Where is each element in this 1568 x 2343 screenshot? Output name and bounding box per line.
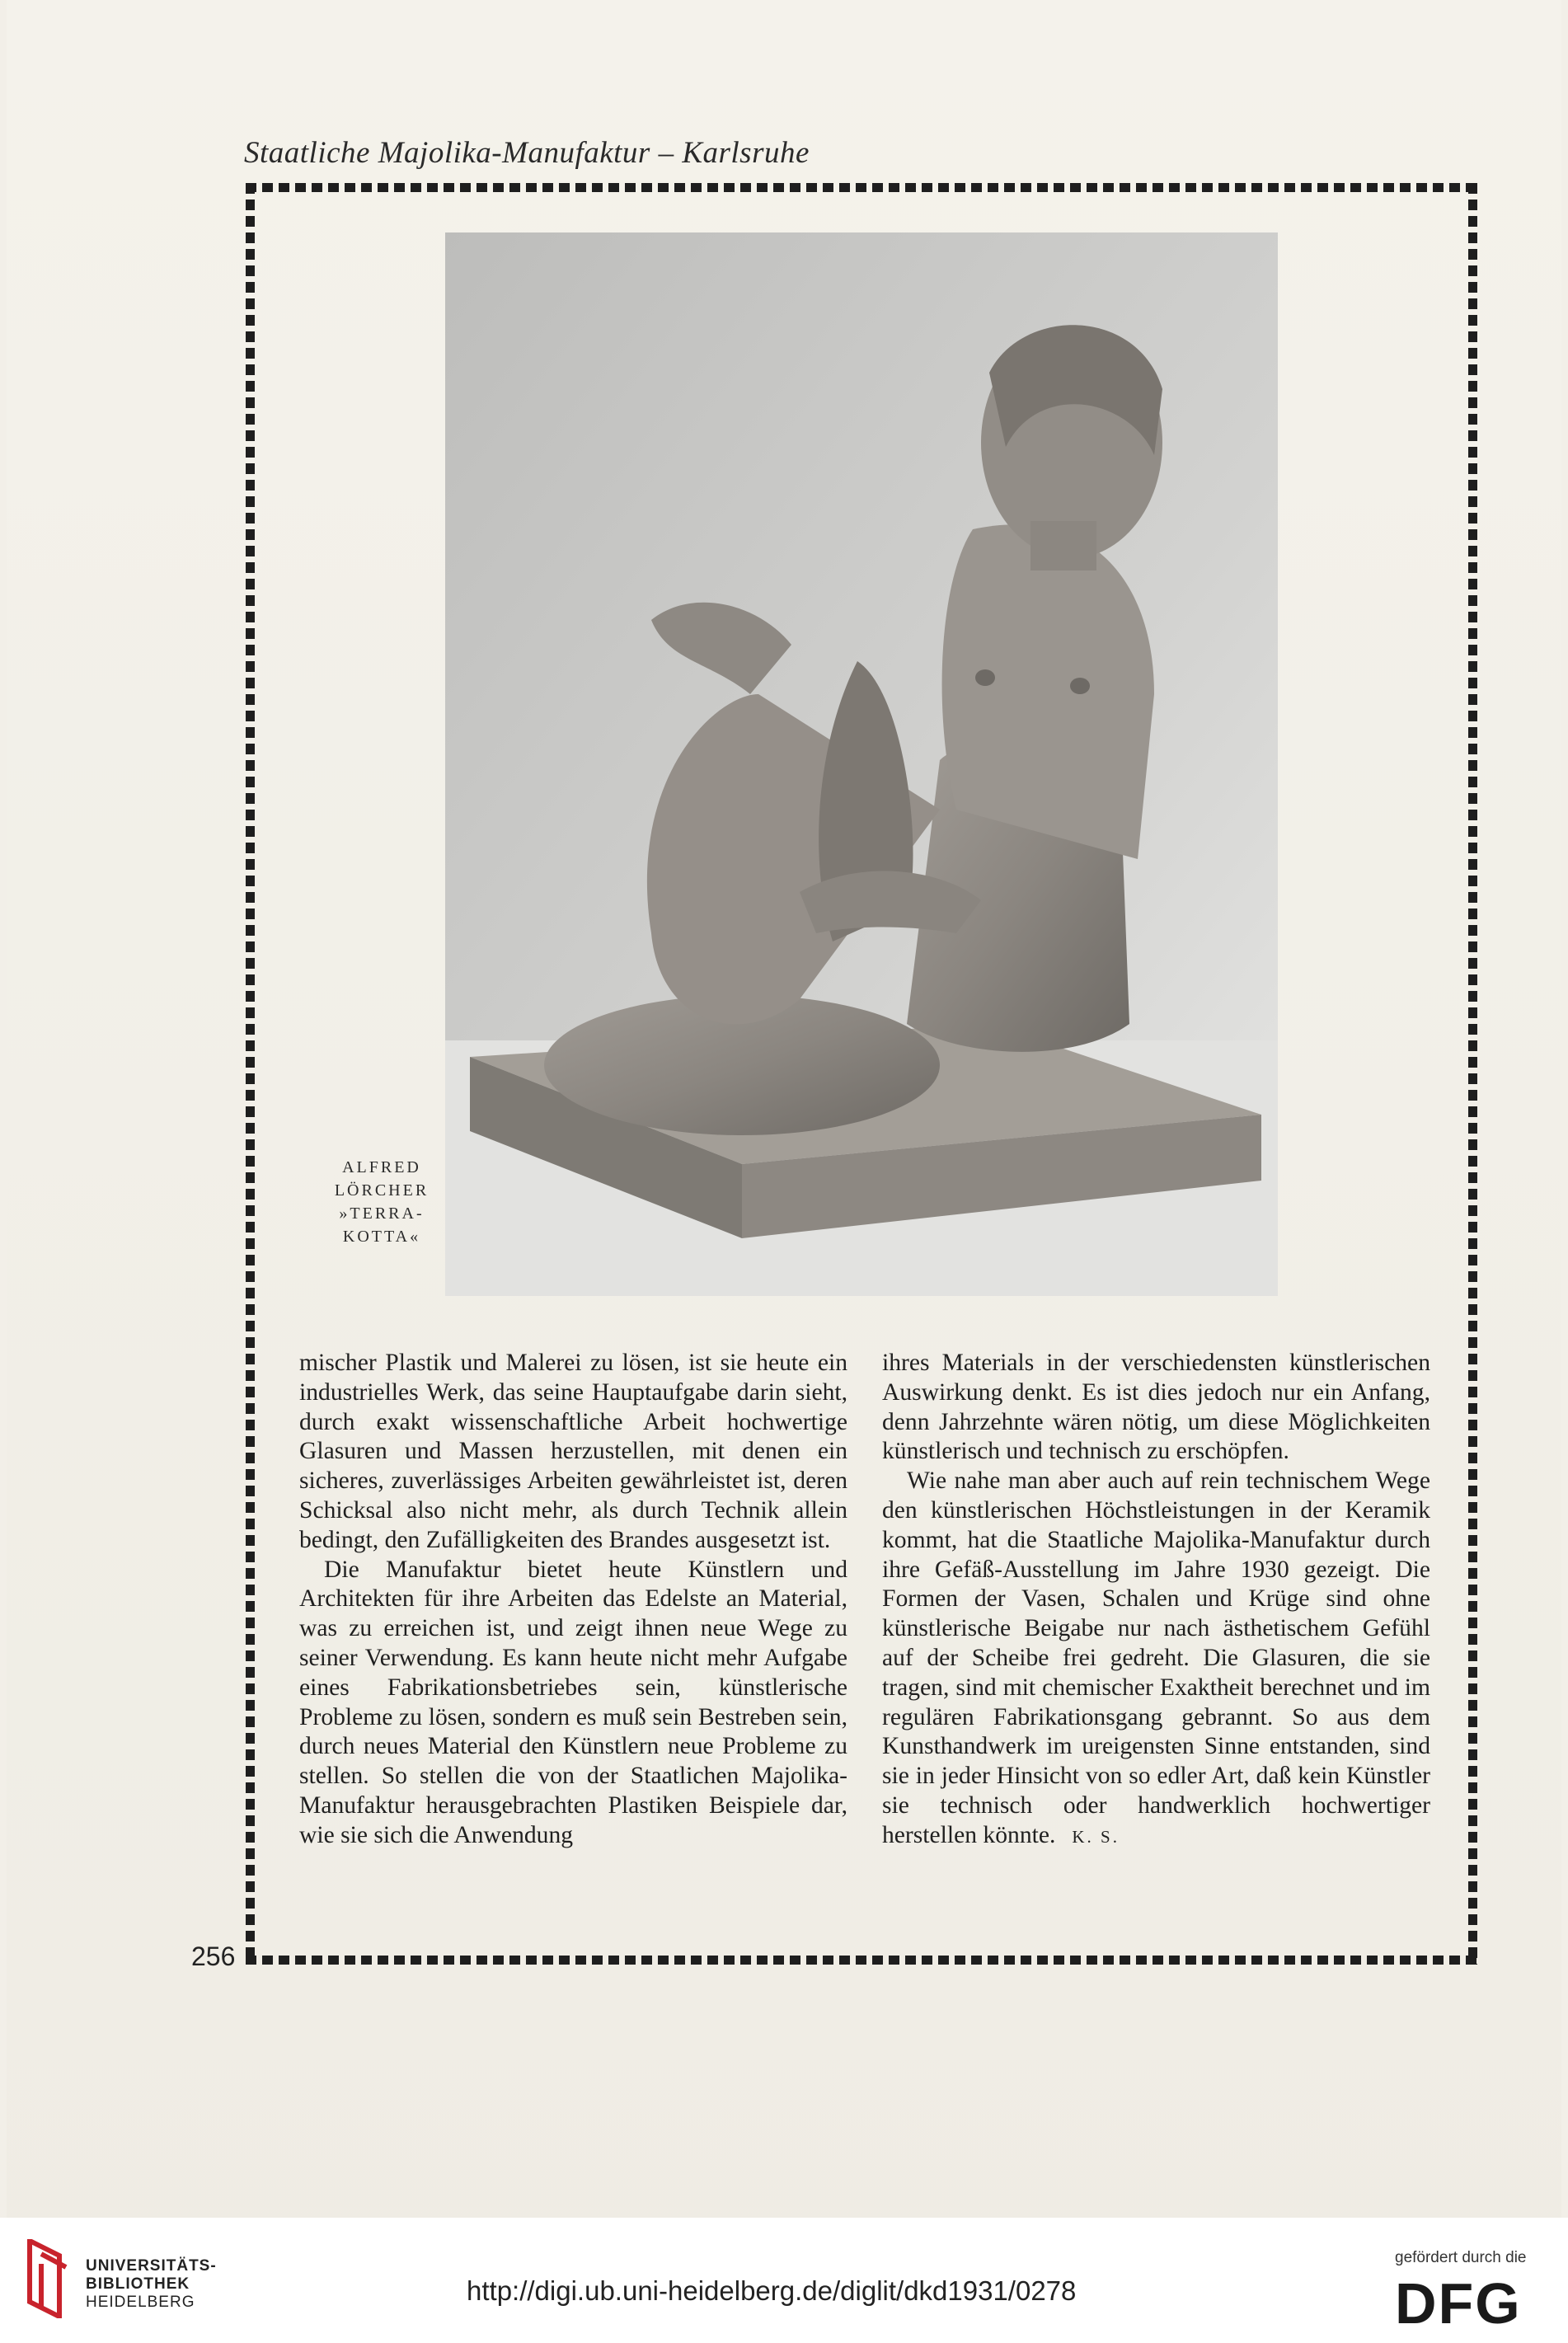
border-bottom — [246, 1956, 1477, 1965]
sculpture-photograph — [445, 232, 1278, 1296]
library-name-line: BIBLIOTHEK — [86, 2275, 190, 2293]
dfg-logo: DFG — [1395, 2271, 1522, 2336]
library-name-line: UNIVERSITÄTS- — [86, 2257, 217, 2275]
paragraph: mischer Plastik und Malerei zu lösen, ist sie heute ein industrielles Werk, das seine Hauptaufgabe darin sieht, durch exakt wissenschaftliche Arbeit hochwertige Glasuren und Massen herzustellen, mit denen ein sicheres, zuverlässiges Arbeiten gewährleistet ist, deren Schicksal also nicht mehr, als durch Technik allein bedingt, den Zufälligkeiten des Brandes ausgesetzt ist. — [299, 1350, 847, 1553]
caption-line: ALFRED — [342, 1158, 421, 1176]
figure-caption — [328, 1156, 435, 1248]
library-name-line: HEIDELBERG — [86, 2294, 195, 2311]
caption-line: »TERRA- — [339, 1204, 425, 1223]
author-initials: K. S. — [1072, 1826, 1120, 1847]
university-library-name — [86, 2257, 217, 2312]
running-title: Staatliche Majolika-Manufaktur – Karlsruhe — [244, 136, 810, 170]
sculpture-illustration — [445, 232, 1278, 1296]
paragraph: ihres Materials in der verschiedensten künstlerischen Auswirkung denkt. Es ist dies jedoch nur ein Anfang, denn Jahrzehnte wären nötig, um diese Möglichkeiten künstlerisch und technisch zu erschöpfen. — [882, 1350, 1430, 1465]
university-library-logo — [23, 2239, 73, 2318]
paragraph: Die Manufaktur bietet heute Künstlern und Architekten für ihre Arbeiten das Edelste an Material, was zu erreichen ist, und zeigt ihnen neue Wege zu seiner Verwendung. Es kann heute nicht mehr Aufgabe eines Fabrikationsbetriebes sein, künstlerische Probleme zu lösen, sondern es muß sein Bestreben sein, durch neues Material den Künstlern neue Probleme zu stellen. So stellen die von der Staatlichen Majolika-Manufaktur herausgebrachten Plastiken Beispiele dar, wie sie sich die Anwendung — [299, 1556, 847, 1848]
paragraph-text: Wie nahe man aber auch auf rein technischem Wege den künstlerischen Höchstleistungen in der Keramik kommt, hat die Staatliche Majolika-Manufaktur durch ihre Gefäß-Ausstellung im Jahre 1930 gezeigt. Die Formen der Vasen, Schalen und Krüge sind ohne künstlerische Beigabe nur nach ästhetischem Gefühl auf der Scheibe frei gedreht. Die Glasuren, die sie tragen, sind mit chemischer Exaktheit berechnet und im regulären Fabrikationsgang gebrannt. So aus dem Kunsthandwerk im ureigensten Sinne entstanden, sind sie in jeder Hinsicht von so edler Art, daß kein Künstler sie technisch oder handwerklich hochwertiger herstellen könnte. — [882, 1467, 1430, 1848]
text-column-left — [299, 1349, 847, 1851]
permalink-url[interactable]: http://digi.ub.uni-heidelberg.de/diglit/dkd1931/0278 — [467, 2275, 1077, 2306]
paragraph — [882, 1467, 1430, 1852]
border-left — [246, 183, 255, 1965]
page-number: 256 — [191, 1942, 236, 1971]
border-right — [1468, 183, 1477, 1965]
funder-note: gefördert durch die — [1395, 2249, 1527, 2266]
caption-line: KOTTA« — [342, 1228, 421, 1246]
text-column-right — [882, 1349, 1430, 1852]
border-top — [246, 183, 1477, 192]
caption-line: LÖRCHER — [334, 1181, 430, 1200]
